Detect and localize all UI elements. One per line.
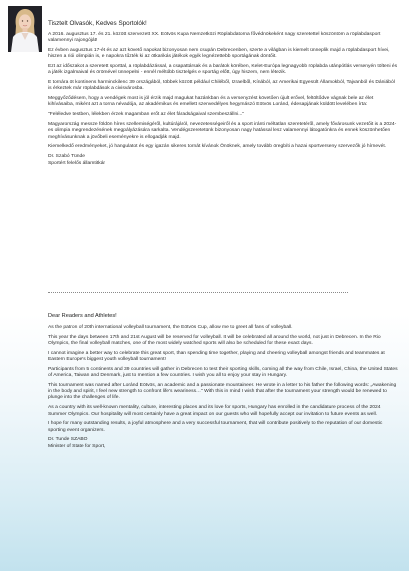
hu-quote: "Feléledve testben, lélekben érzek magamban erőt az élet fáradságaival szembeszállni..." [48,112,245,118]
en-paragraph: As a country with its well-known mentality, culture, interesting places and its love for sports, Hungary has enrolled in the candidature process of the 2024 Summer Olympics. Our hospitality will most certainly have a great impact on our guests who will hopefully accept our invitation to future events as well. [48,405,381,417]
en-letter-body [48,325,398,450]
hu-signature [48,154,398,166]
en-signature [48,437,398,449]
hu-signature-name: Dr. Szabó Tünde [48,154,85,160]
en-paragraph: I hope for many outstanding results, a joyful atmosphere and a very successful tournament, that will contribute positively to the reputation of our domestic sporting event organizers. [48,421,383,433]
en-paragraph: This tournament was named after Loránd Eötvös, an academic and a passionate mountaineer. He wrote in a letter to his father the following words: „Awakening in the body and spirit, I feel new strength to confront life's weariness…" With this in mind I wish that after the tournament your strength would be renewed to plunge into the challenges of life. [48,383,397,401]
hu-paragraph: A 2016. augusztus 17. és 21. között szervezett XX. Eötvös Kupa Nemzetközi Röplabdatorna fővédnökeként nagy szeretettel köszöntöm a röplabdasport valamennyi rajongóját! [48,32,381,44]
hu-paragraph: Kiemelkedő eredményeket, jó hangulatot és egy igazán sikeres tornát kívánok Önöknek, amely tovább öregbíti a hazai sportverseny szervezők jó hírnevét. [48,144,387,150]
hu-paragraph: Magyarország messze földön híres szellemiségéről, kultúrájáról, nevezetességeiről és a sport iránti méltatlan szeretetéről, amely fővárosunk vezetőit is a 2024-es olimpia megrendezésének megpályázására sarkalta. Vendégszeretetünk bizonyosan nagy hatással lesz valamennyi látogatónkra és ennek köszönhetően meghívásunknak a jövőbeli eseményekre is ellogadják majd. [48,122,397,140]
en-greeting: Dear Readers and Athletes! [48,313,117,319]
hu-paragraph: Meggyőződésem, hogy a vendégek most is jól érzik majd magukat hazánkban és a versenyzést követően újult erővel, feltöltődve vágnak bele az élet kihívásaiba, miként azt a torna névadója, az akadémikus és emellett szenvedélyes hegymászó Eötvös Loránd, édesapjának küldött levelében írta: [48,96,374,108]
author-portrait [8,6,42,52]
hu-letter-body [48,32,398,167]
hu-paragraph: E tornára öt kontinens harminckilenc 39 országából, többek között például Chiléből, Izraelből, Kínából, az Amerikai Egyesült Államokból, Tajvanból és Dániából is érkeztek már röplabdások a civisvárosba. [48,80,395,92]
en-paragraph: This year the days between 17th and 21st August will be reserved for volleyball. It will be celebrated all around the world, not just in Debrecen. In the Rio Olympics, the final volleyball matches, one of the most widely watched sports will also be scheduled for these exact days. [48,334,381,347]
hu-signature-title: Sportért felelős államtitkár [48,160,106,166]
en-signature-title: Minister of State for Sport, [48,443,106,449]
en-paragraph: Participants from 5 continents and 39 countries will gather in Debrecen to test their sporting skills, coming all the way from Chile, Israel, China, the United States of America, Taiwan and Denmark, just to mention a few countries. I wish you all to enjoy your stay in Hungary. [48,366,398,379]
portrait-image [8,6,42,52]
en-signature-name: Dr. Tunde SZABO [48,437,88,443]
hu-paragraph: Ezt az időszakot a szeretett sporttal, a röplabdázással, a csapattársak és a barátok körében, Kelet-Európa legnagyobb röplabda utánpótlás versenyén tölteni és a játék izgalmaival és örömével ünnepelni - ennél méltóbb tisztelgés e sportág előtt, úgy hiszem, nem létezik. [48,64,398,76]
en-paragraph: I cannot imagine a better way to celebrate this great sport, than spending time together, playing and cheering volleyball amongst friends and teammates at Eastern Europe's biggest youth volleyball tournament! [48,350,385,363]
en-paragraph: As the patron of 20th international volleyball tournament, the Eötvös Cup, allow me to greet all fans of volleyball. [48,325,293,330]
section-divider [48,292,348,293]
hu-greeting: Tisztelt Olvasók, Kedves Sportolók! [48,20,147,27]
hu-paragraph: Ez évben augusztus 17-ét és az azt követő napokat bizonyosan nem csupán Debrecenben, szerte a világban is kiemelt ünneplik majd a röplabdasport hívei, hiszen a riói olimpián is, e napokra tűzték ki az ötkarikás játékok egyik legnézettebb sportágának döntőit. [48,48,390,60]
